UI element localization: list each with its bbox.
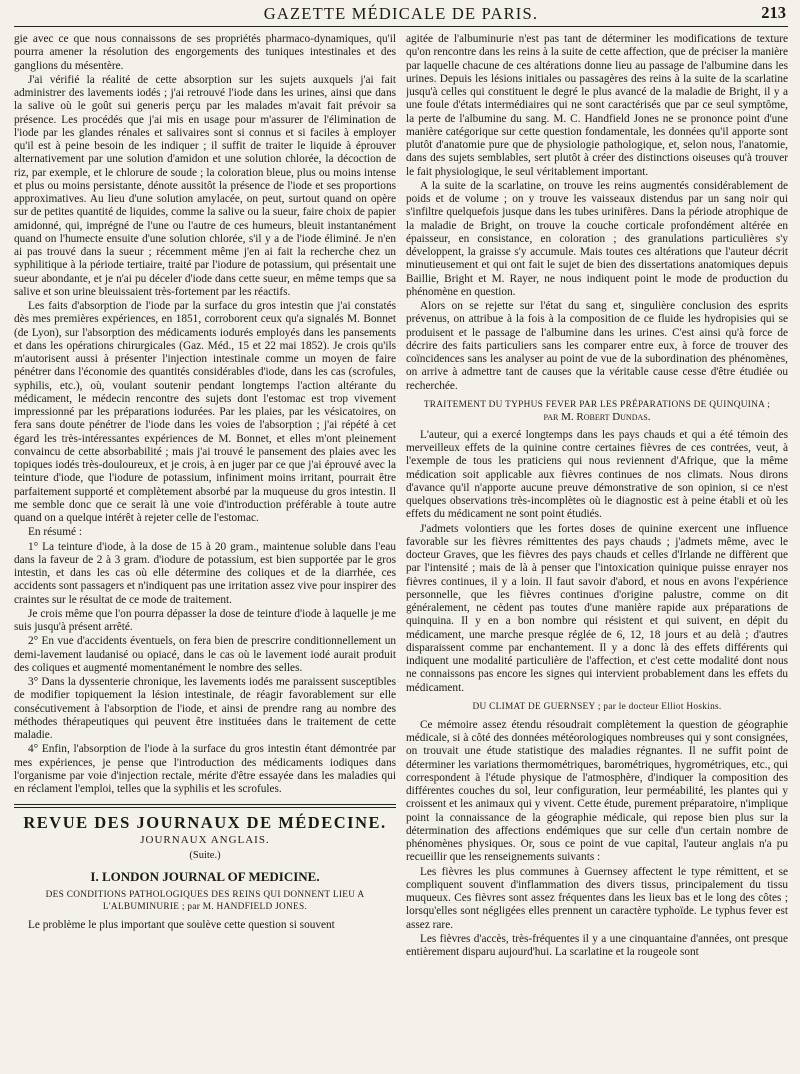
paragraph: J'ai vérifié la réalité de cette absorption sur les sujets auxquels j'ai fait administrer des lavements iodés ; j'ai retrouvé l'iode dans les urines, ainsi que dans la salive où le goût sui generis perçu par les malades m'avait fait prévoir sa présence. Les procédés que j'ai mis en usage pour m'assurer de l'élimination de l'iode par les glandes rénales et salivaires sont si connus et si faciles à employer qu'il est à peine besoin de les indiquer ; il suffit de traiter le liquide à éprouver alternativement par une solution d'amidon et une solution chlorée, la décoction de riz, par exemple, et le chlorure de soude ; la coloration bleue, plus ou moins intense et plus ou moins persistante, dénote aussitôt la présence de l'iode et ses proportions approximatives. Au lieu d'une solution amylacée, on peut, surtout quand on opère sur de petites quantité de liquides, comme la salive ou la sueur, faire choix de papier amidonné, qui, imprégné de l'une ou l'autre de ces humeurs, bleuit instantanément quand on l'humecte ensuite d'une solution chlorée, s'il y a de l'iode éliminé. Je n'en ai pas trouvé dans la sueur ; récemment même j'en ai fait la recherche chez un syphilitique à la période tertiaire, traité par l'iodure de potassium, qui présentait une sueur abondante, et je n'ai pu déceler d'iode dans cette sueur, en même temps que sa salive et son urine bleuissaient très-fortement par les réactifs. (14, 73, 396, 298)
article-author: par M. Robert Dundas. (543, 410, 651, 423)
article-title (406, 399, 788, 423)
paragraph: gie avec ce que nous connaissons de ses propriétés pharmaco-dynamiques, qu'il pourra amener la résolution des engorgements des tuniques intestinales et des ganglions du mésentère. (14, 33, 396, 72)
columns (14, 33, 788, 1069)
article-title-line: TRAITEMENT DU TYPHUS FEVER PAR LES PRÉPARATIONS DE QUINQUINA ; (423, 399, 771, 410)
section-subtitle: JOURNAUX ANGLAIS. (140, 833, 270, 846)
page-number: 213 (761, 3, 786, 22)
paragraph: Alors on se rejette sur l'état du sang et, singulière conclusion des esprits prévenus, on attribue à la fois à la composition de ce fluide les hydropisies qui se produisent et le passage de l'albumine dans les urines. C'est ainsi qu'à force de décrire des faits particuliers sans les comparer entre eux, à force de trouver des coïncidences sans les analyser au point de vue de la subordination des phénomènes, on arrive à admettre tant de causes que la véritable cause cesse d'être étudiée ou recherchée. (406, 300, 788, 392)
right-column (406, 33, 788, 1069)
list-item: 4° Enfin, l'absorption de l'iode à la surface du gros intestin étant démontrée par mes expériences, je pense que l'introduction des médicaments iodiques dans l'organisme par voie d'injection rectale, mérite d'être essayée dans les maladies qui en réclament l'emploi, telles que la syphilis et les scrofules. (14, 743, 396, 795)
paragraph: Je crois même que l'on pourra dépasser la dose de teinture d'iode à laquelle je me suis jusqu'à présent arrêté. (14, 607, 396, 633)
paragraph: En résumé : (28, 526, 82, 539)
paragraph: L'auteur, qui a exercé longtemps dans les pays chauds et qui a été témoin des merveilleux effets de la quinine contre certaines fièvres de ces contrées, veut, à l'exemple de tous les praticiens qui nous reviennent d'Afrique, que la même médication soit applicable aux fièvres continues de nos climats. Nous dirons d'avance qu'il n'apporte aucune preuve démonstrative de son opinion, si ce n'est quelques observations très-incomplètes où le diagnostic est à peine établi et où les effets du médicament ne sont point étudiés. (406, 428, 788, 521)
journal-title: GAZETTE MÉDICALE DE PARIS. (263, 4, 539, 23)
paragraph: Le problème le plus important que soulève cette question si souvent (28, 919, 335, 932)
journal-heading: I. LONDON JOURNAL OF MEDICINE. (90, 869, 320, 884)
paragraph: J'admets volontiers que les fortes doses de quinine exercent une influence favorable sur les fièvres rémittentes des pays chauds ; j'admets même, avec le docteur Graves, que les fièvres des pays chauds et celles d'Irlande ne diffèrent que par l'intensité ; mais de là à penser que l'intoxication quinique puisse enrayer nos fièvres continues, il y a loin. Il faut savoir d'abord, et nous en avons l'expérience personnelle, que les fièvres continues d'origine palustre, comme on dit généralement, ne cèdent pas toutes d'une manière rapide aux préparations de quinquina. Il y en a bon nombre qui résistent et qui suivent, en dépit du médicament, une marche presque réglée de 6, 12, 18 jours et au delà ; d'autres disparaissent comme par enchantement. Il y a donc là des effets différents qui indiquent une modalité particulière de l'affection, et c'est cette modalité dont nous ne connaissons pas encore les signes qui intervient probablement dans les effets du médicament. (406, 522, 788, 694)
section-suite: (Suite.) (189, 849, 221, 861)
paragraph: Ce mémoire assez étendu résoudrait complètement la question de géographie médicale, si à côté des données météorologiques nombreuses qui y sont consignées, on trouvait une étude statistique des maladies régnantes. Il ne suffit point de déterminer les variations thermométriques, barométriques, hygrométriques, etc., qui correspondent à l'étude physique de l'atmosphère, d'indiquer la composition des différentes couches du sol, leur configuration, leur perméabilité, les plantes qui y croissent et les animaux qui y vivent. Cette étude, purement préparatoire, n'implique point la connaissance de la géographie médicale, qui repose bien plus sur la détermination des affections endémiques que sur celle d'un certain nombre de phénomènes physiques. Or, sous ce point de vue capital, l'auteur anglais n'a pu recueillir que les renseignements suivants : (406, 718, 788, 864)
section-title: REVUE DES JOURNAUX DE MÉDECINE. (23, 813, 387, 833)
paragraph: A la suite de la scarlatine, on trouve les reins augmentés considérablement de poids et de volume ; on y trouve les vaisseaux distendus par un sang noir qui s'infiltre quelquefois jusque dans les tubes urinifères. Dans la période atrophique de la maladie de Bright, on trouve la couche corticale profondément altérée en épaisseur, en consistance, en coloration ; des granulations particulières s'y développent, la graisse s'y accumule. Mais toutes ces altérations que l'auteur décrit minutieusement et qui ont fait le sujet de bien des dissertations anatomiques depuis Baillie, Bright et M. Rayer, ne nous indiquent point le mode de production du phénomène en question. (406, 179, 788, 298)
paragraph: Les faits d'absorption de l'iode par la surface du gros intestin que j'ai constatés dès mes premières expériences, en 1851, corroborent ceux qu'a signalés M. Bonnet (de Lyon), sur l'absorption des médicaments iodurés employés dans les pansements et dans les opérations chirurgicales (Gaz. Méd., 15 et 22 mai 1852). Je crois qu'ils m'autorisent aussi à présenter l'injection intestinale comme un moyen de faire pénétrer dans l'économie des quantités considérables d'iode, dans les cas (scrofules, syphilis, etc.), où, voulant soutenir pendant longtemps l'action altérante du médicament, le médecin rencontre des sujets dont l'estomac est trop vivement impressionné par les préparations iodurées. Par les plaies, par les vésicatoires, on fera sans doute pénétrer de l'iode dans les voies de l'absorption ; j'ai répété à cet égard les très-intéressantes expériences de M. Bonnet, et elles m'ont pleinement convaincu de cette absorbabilité ; mais j'ai trouvé le pansement des plaies avec les topiques iodés très-douloureux, et je crois, à en juger par ce que j'ai éprouvé avec la teinture d'iode, que l'iodure de potassium, infiniment moins irritant, pourrait être parfaitement supporté et complètement absorbé par la muqueuse du gros intestin. Il me semble donc que ce serait là une voie d'introduction préférable à toute autre quand on a quelque intérêt à rejeter celle de l'estomac. (14, 300, 396, 524)
section-divider (14, 804, 396, 808)
article-title: DU CLIMAT DE GUERNSEY ; par le docteur Elliot Hoskins. (472, 701, 722, 712)
list-item: 3° Dans la dyssenterie chronique, les lavements iodés me paraissent susceptibles de modifier topiquement la lésion intestinale, de réagir favorablement sur elle consécutivement à l'absorption de l'iode, et ainsi de prendre rang au nombre des méthodes thérapeutiques qui peuvent être instituées dans le traitement de cette maladie. (14, 676, 396, 741)
paragraph: Les fièvres les plus communes à Guernsey affectent le type rémittent, et se compliquent souvent d'inflammation des divers tissus, principalement du tissu muqueux. Ces fièvres sont assez fréquentes dans les lieux bas et le long des côtes ; lorsqu'elles sont négligées elles prennent un caractère typhoïde. Le typhus fever est assez rare. (406, 865, 788, 931)
article-title: DES CONDITIONS PATHOLOGIQUES DES REINS QUI DONNENT LIEU A L'ALBUMINURIE ; par M. HANDFIELD JONES. (45, 890, 365, 913)
paragraph: Les fièvres d'accès, très-fréquentes il y a une cinquantaine d'années, ont presque entièrement disparu aujourd'hui. La scarlatine et la rougeole sont (406, 932, 788, 958)
list-item: 1° La teinture d'iode, à la dose de 15 à 20 gram., maintenue soluble dans l'eau dans la faveur de 2 à 3 gram. d'iodure de potassium, est bien supportée par le gros intestin, et dans les cas où elle détermine des coliques et de la diarrhée, ces accidents sont passagers et n'indiquent pas une irritation assez vive pour inspirer des craintes sur le résultat de ce mode de traitement. (14, 540, 396, 606)
paragraph: agitée de l'albuminurie n'est pas tant de déterminer les modifications de texture qu'on rencontre dans les reins à la suite de cette affection, que de préciser la manière par laquelle chacune de ces altérations donne lieu au passage de l'albumine dans les urines. Depuis les lésions initiales ou passagères des reins à la suite de la scarlatine jusqu'à celles qui constituent le degré le plus avancé de la maladie de Bright, il y a une foule d'états intermédiaires qui ne sont caractérisés que par ce seul symptôme, la perte de l'albumine du sang. M. C. Handfield Jones ne se prononce point d'une manière catégorique sur cette question fondamentale, les données qu'il apporte sont plutôt d'anatomie pure que de physiologie pathologique, et, selon nous, l'anatomie, dans des sujets semblables, sert plutôt à créer des distinctions oiseuses qu'à trouver le fait physiologique, le seul véritablement important. (406, 33, 788, 178)
left-column (14, 33, 396, 1069)
page-header (14, 0, 788, 27)
list-item: 2° En vue d'accidents éventuels, on fera bien de prescrire conditionnellement un demi-lavement laudanisé ou opiacé, dans le cas où le lavement iodé aurait produit des coliques et augmenté momentanément le nombre des selles. (14, 635, 396, 674)
